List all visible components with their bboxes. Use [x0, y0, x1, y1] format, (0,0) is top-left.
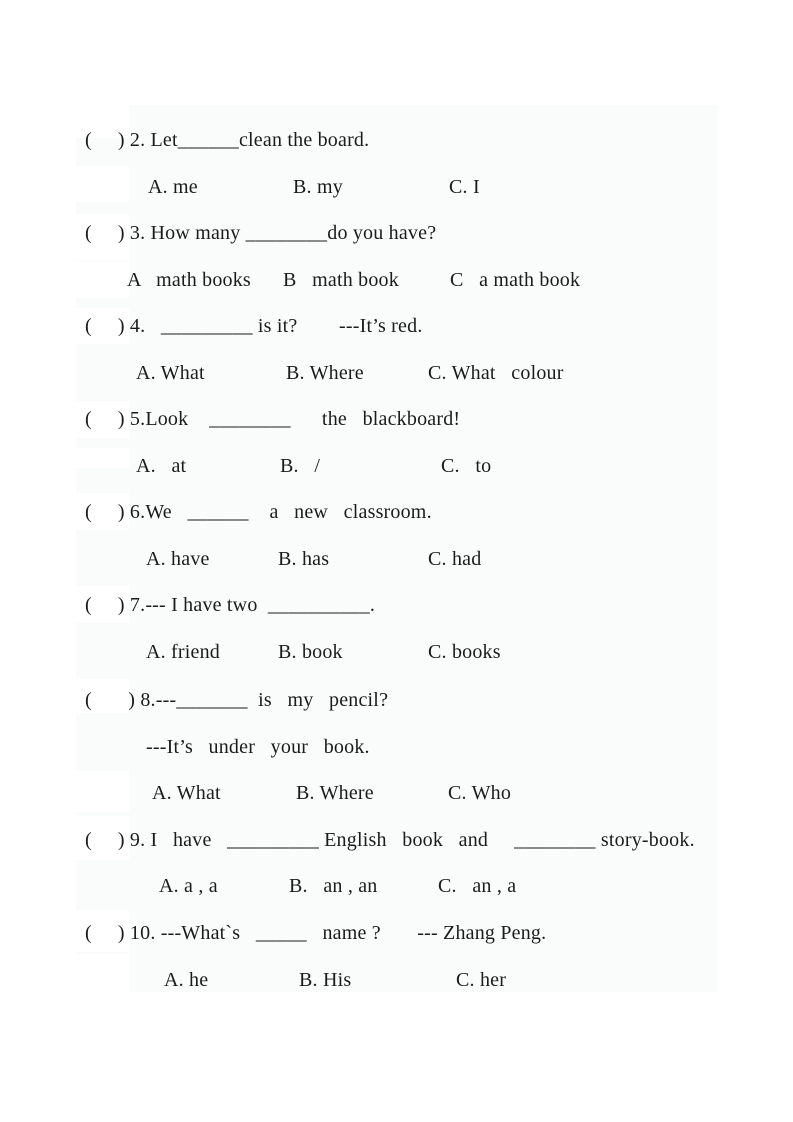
q9-option-a: A. a , a [159, 875, 218, 897]
q7-stem-text: ( ) 7.--- I have two __________. [85, 594, 376, 616]
q2-option-b: B. my [293, 176, 343, 198]
q10-options-line [0, 966, 793, 994]
q9-stem-text: ( ) 9. I have _________ English book and ________ story-book. [85, 829, 695, 851]
q6-option-b: B. has [278, 548, 330, 570]
q3-option-a: A math books [127, 269, 251, 291]
q6-option-a: A. have [146, 548, 210, 570]
q3-stem-line [0, 219, 793, 247]
q8-answer-line [0, 733, 793, 761]
q2-option-c: C. I [449, 176, 480, 198]
q10-option-c: C. her [456, 969, 507, 991]
q10-option-a: A. he [164, 969, 209, 991]
q10-stem-line [0, 919, 793, 947]
q2-stem-line [0, 126, 793, 154]
q8-option-a: A. What [152, 782, 221, 804]
q7-option-a: A. friend [146, 641, 220, 663]
q8-option-b: B. Where [296, 782, 374, 804]
q5-stem-line [0, 405, 793, 433]
q2-option-a: A. me [148, 176, 198, 198]
q8-stem-text: ( ) 8.---_______ is my pencil? [85, 689, 389, 711]
q5-option-c: C. to [441, 455, 492, 477]
q7-options-line [0, 638, 793, 666]
q4-option-b: B. Where [286, 362, 364, 384]
q3-option-b: B math book [283, 269, 399, 291]
q6-option-c: C. had [428, 548, 482, 570]
q2-options-line [0, 173, 793, 201]
q8-option-c: C. Who [448, 782, 512, 804]
q5-stem-text: ( ) 5.Look ________ the blackboard! [85, 408, 461, 430]
q7-option-b: B. book [278, 641, 343, 663]
q4-stem-text: ( ) 4. _________ is it? ---It’s red. [85, 315, 423, 337]
q8-options-line [0, 779, 793, 807]
q6-options-line [0, 545, 793, 573]
q7-stem-line [0, 591, 793, 619]
q4-option-c: C. What colour [428, 362, 564, 384]
q7-option-c: C. books [428, 641, 501, 663]
q9-options-line [0, 872, 793, 900]
q10-option-b: B. His [299, 969, 352, 991]
q5-options-line [0, 452, 793, 480]
q5-option-a: A. at [136, 455, 187, 477]
q3-option-c: C a math book [450, 269, 581, 291]
q3-options-line [0, 266, 793, 294]
q3-stem-text: ( ) 3. How many ________do you have? [85, 222, 437, 244]
q4-stem-line [0, 312, 793, 340]
q8-stem-line [0, 686, 793, 714]
q10-stem-text: ( ) 10. ---What`s _____ name ? --- Zhang Peng. [85, 922, 547, 944]
q4-options-line [0, 359, 793, 387]
q9-stem-line [0, 826, 793, 854]
q6-stem-text: ( ) 6.We ______ a new classroom. [85, 501, 432, 523]
q9-option-b: B. an , an [289, 875, 378, 897]
q4-option-a: A. What [136, 362, 205, 384]
q5-option-b: B. / [280, 455, 321, 477]
q8-answer-text: ---It’s under your book. [146, 736, 370, 758]
q6-stem-line [0, 498, 793, 526]
q9-option-c: C. an , a [438, 875, 517, 897]
q2-stem-text: ( ) 2. Let______clean the board. [85, 129, 370, 151]
